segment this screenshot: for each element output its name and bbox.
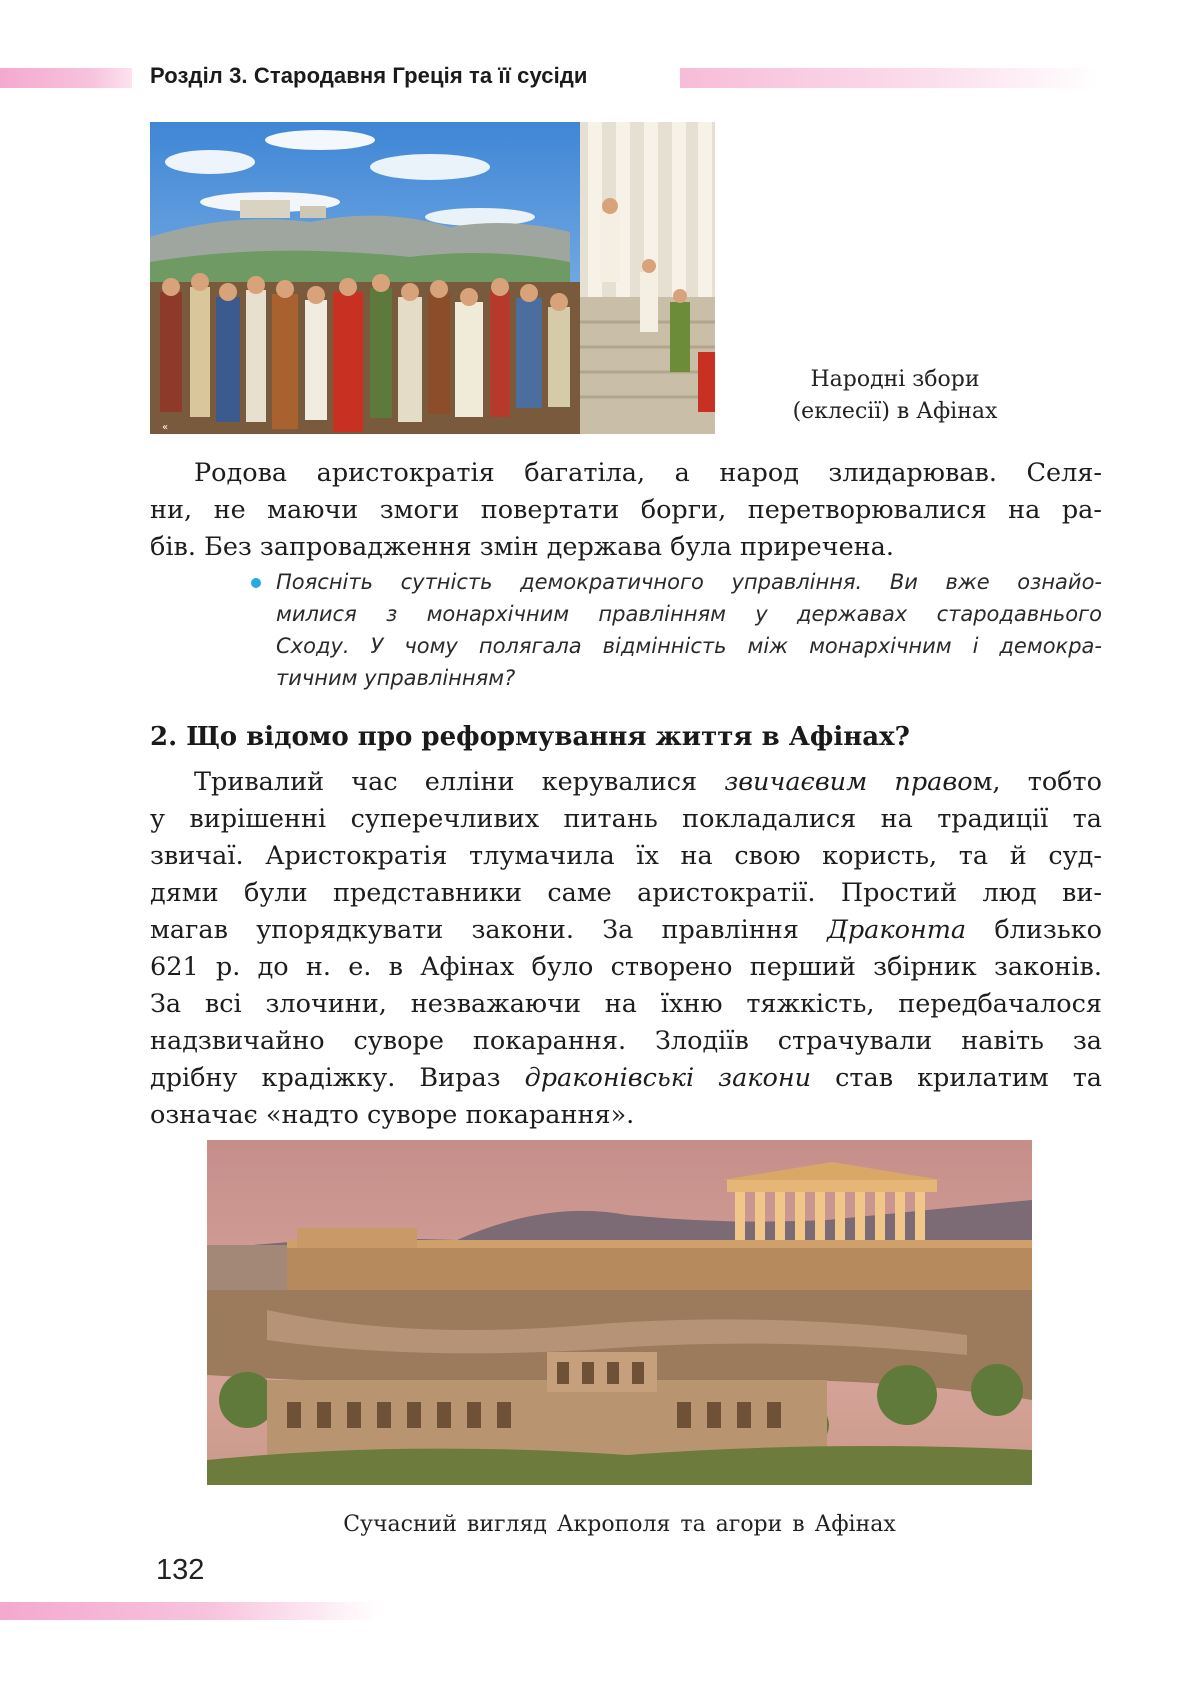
text-line: означає «надто суворе покарання». <box>150 1100 635 1130</box>
chapter-title: Розділ 3. Стародавня Греція та її сусіди <box>150 63 588 88</box>
footer-stripe <box>0 1602 380 1620</box>
header-stripe-right <box>680 68 1100 88</box>
text-line: магав упорядкувати закони. За правління Драконта близько <box>150 915 1103 945</box>
figure1-caption-line1: Народні збори <box>810 367 980 392</box>
text-line: бів. Без запровадження змін держава була приречена. <box>150 532 894 562</box>
assembly-illustration <box>150 122 715 434</box>
text-line: За всі злочини, незважаючи на їхню тяжкість, передбачалося <box>150 989 1102 1019</box>
task-line: Поясніть сутність демократичного управління. Ви вже ознайо- <box>276 570 1102 594</box>
figure1-caption-line2: (еклесії) в Афінах <box>792 399 998 424</box>
figure2-caption: Сучасний вигляд Акрополя та агори в Афінах <box>343 1512 896 1537</box>
page-number: 132 <box>156 1554 205 1586</box>
text-line: у вирішенні суперечливих питань покладалися на традиції та <box>150 804 1102 834</box>
text-line: ни, не маючи змоги повертати борги, перетворювалися на ра- <box>150 495 1102 525</box>
acropolis-photo <box>207 1140 1032 1485</box>
bullet-icon <box>251 578 261 588</box>
task-question <box>276 566 1102 694</box>
header-stripe-left <box>0 68 132 88</box>
figure1-caption <box>755 364 1035 428</box>
task-line: тичним управлінням? <box>276 666 516 690</box>
term-draco: Драконта <box>827 915 967 945</box>
term-draconian-laws: драконівські закони <box>524 1063 812 1093</box>
paragraph-reforms <box>150 764 1102 1134</box>
text-line: Тривалий час елліни керувалися звичаєвим правом, тобто <box>194 767 1102 797</box>
overlay-text: « <box>162 422 169 433</box>
paragraph-aristocracy <box>150 455 1102 566</box>
text-line: звичаї. Аристократія тлумачила їх на свою користь, та й суд- <box>150 841 1102 871</box>
text-line: дями були представники саме аристократії. Простий люд ви- <box>150 878 1102 908</box>
term-customary-law: звичаєвим право <box>724 767 973 797</box>
task-line: милися з монархічним правлінням у державах стародавнього <box>276 602 1102 626</box>
text-line: 621 р. до н. е. в Афінах було створено перший збірник законів. <box>150 952 1102 982</box>
text-line: Родова аристократія багатіла, а народ злидарював. Селя- <box>194 458 1102 488</box>
text-line: дрібну крадіжку. Вираз драконівські закони став крилатим та <box>150 1063 1102 1093</box>
task-line: Сходу. У чому полягала відмінність між монархічним і демокра- <box>276 634 1102 658</box>
text-line: надзвичайно суворе покарання. Злодіїв страчували навіть за <box>150 1026 1102 1056</box>
section-heading: 2. Що відомо про реформування життя в Афінах? <box>150 722 910 752</box>
